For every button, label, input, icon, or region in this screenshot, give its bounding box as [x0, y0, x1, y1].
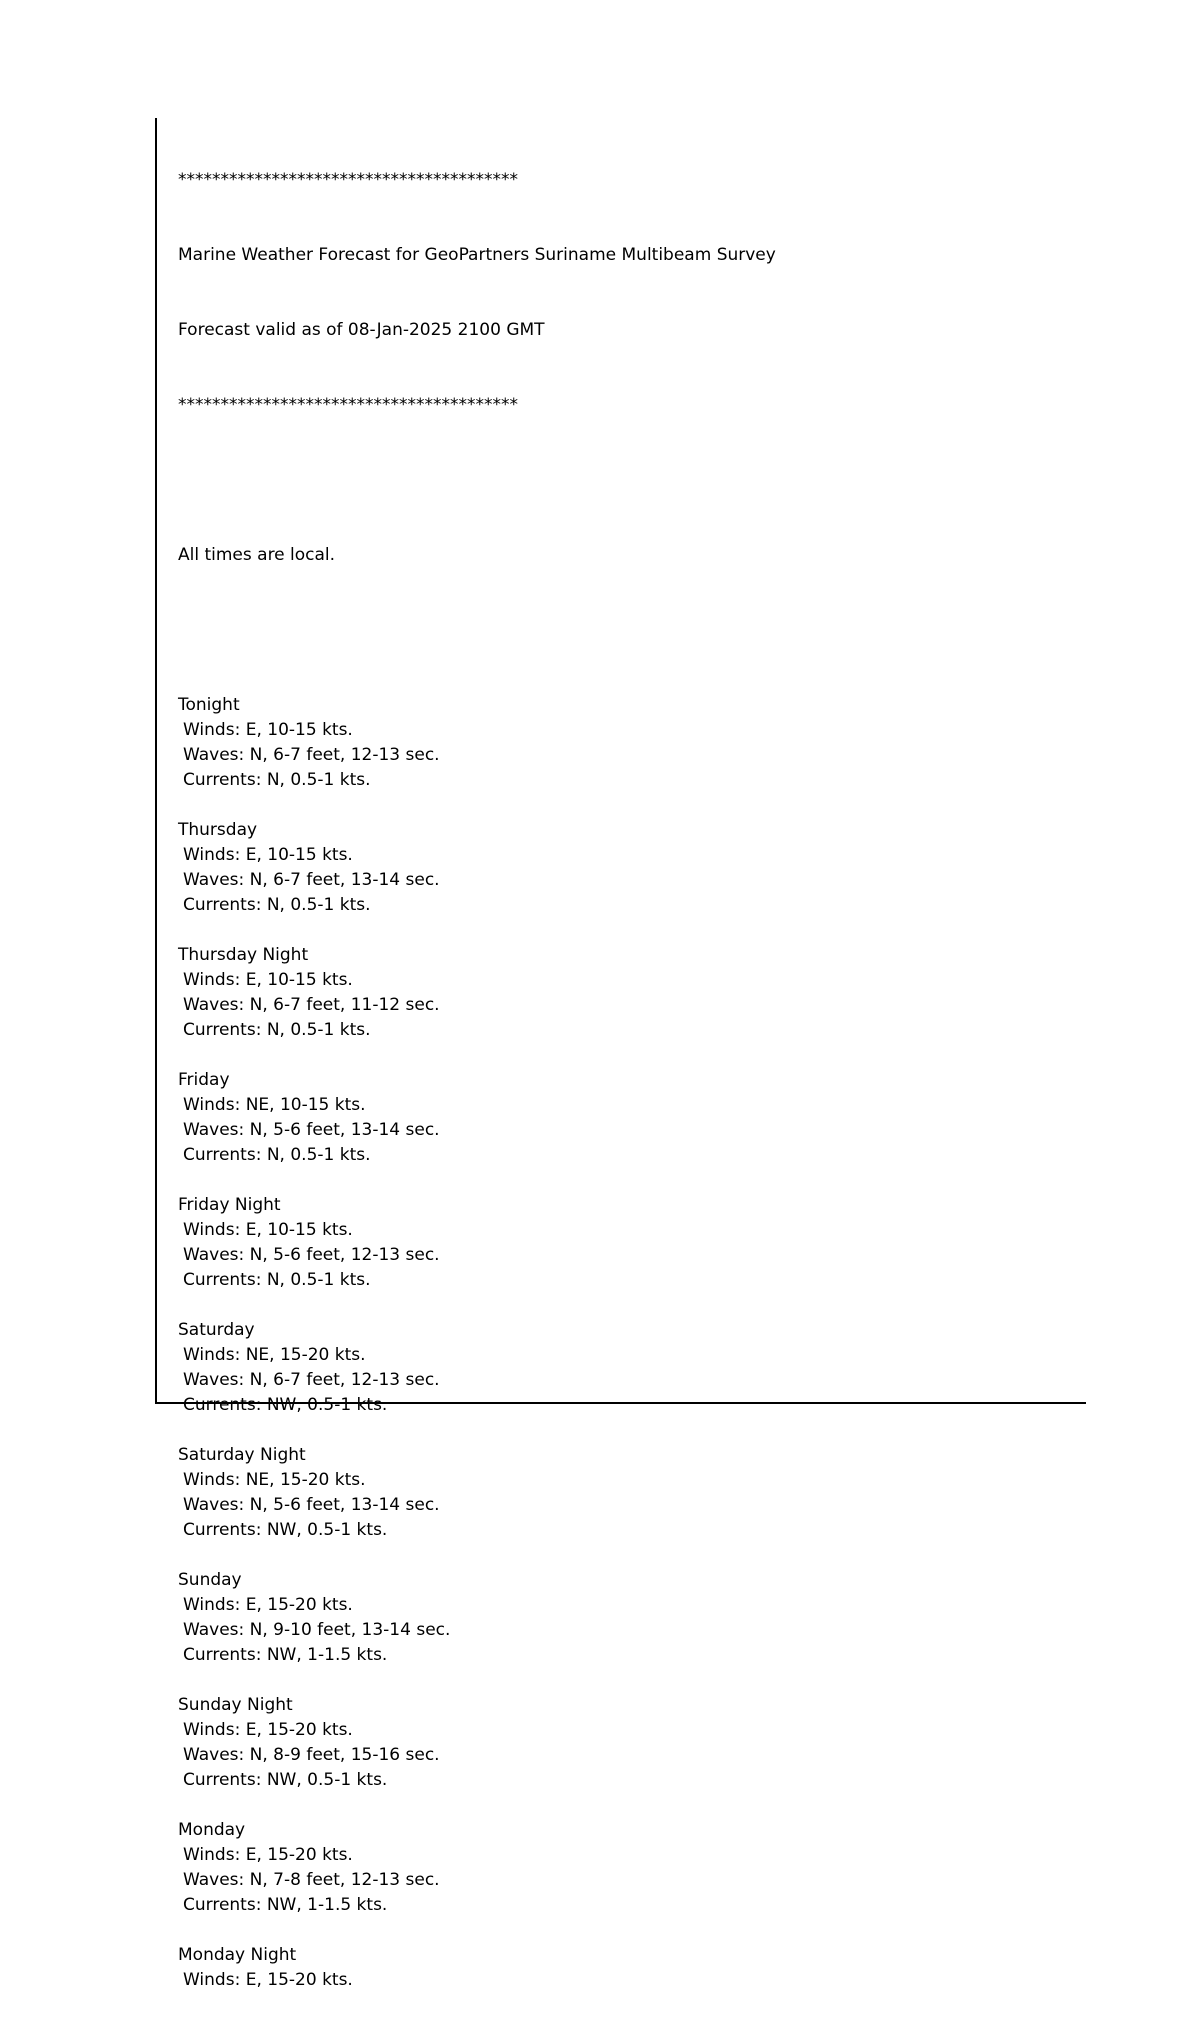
forecast-detail-line: Currents: N, 0.5-1 kts.: [183, 1020, 371, 1040]
forecast-detail-line: Waves: N, 8-9 feet, 15-16 sec.: [183, 1745, 440, 1765]
forecast-sections: [178, 693, 776, 1993]
forecast-detail-line: Waves: N, 7-8 feet, 12-13 sec.: [183, 1870, 440, 1890]
forecast-section: [178, 943, 776, 1068]
forecast-detail-line: Waves: N, 6-7 feet, 12-13 sec.: [183, 745, 440, 765]
forecast-period: Thursday: [178, 820, 258, 840]
forecast-section: [178, 1443, 776, 1568]
forecast-detail-line: Winds: E, 10-15 kts.: [183, 845, 353, 865]
forecast-detail-line: Winds: E, 10-15 kts.: [183, 1220, 353, 1240]
forecast-detail-line: Currents: NW, 0.5-1 kts.: [183, 1770, 388, 1790]
forecast-section: [178, 1818, 776, 1943]
forecast-detail-line: Winds: NE, 10-15 kts.: [183, 1095, 366, 1115]
forecast-detail-line: Waves: N, 5-6 feet, 12-13 sec.: [183, 1245, 440, 1265]
forecast-detail-line: Winds: E, 15-20 kts.: [183, 1595, 353, 1615]
forecast-period: Monday: [178, 1820, 246, 1840]
forecast-detail-line: Currents: NW, 1-1.5 kts.: [183, 1645, 388, 1665]
forecast-period: Sunday Night: [178, 1695, 293, 1715]
forecast-detail-line: Currents: NW, 0.5-1 kts.: [183, 1395, 388, 1415]
forecast-section: [178, 693, 776, 818]
forecast-detail-line: Currents: N, 0.5-1 kts.: [183, 895, 371, 915]
divider-top: ****************************************: [178, 170, 518, 190]
forecast-period: Tonight: [178, 695, 240, 715]
forecast-period: Sunday: [178, 1570, 242, 1590]
forecast-detail-line: Waves: N, 6-7 feet, 11-12 sec.: [183, 995, 440, 1015]
document-title: Marine Weather Forecast for GeoPartners Suriname Multibeam Survey: [178, 245, 776, 265]
forecast-section: [178, 1193, 776, 1318]
forecast-section: [178, 818, 776, 943]
forecast-period: Saturday Night: [178, 1445, 306, 1465]
forecast-period: Friday: [178, 1070, 230, 1090]
forecast-section: [178, 1568, 776, 1693]
forecast-section: [178, 1318, 776, 1443]
times-note: All times are local.: [178, 545, 336, 565]
forecast-detail-line: Winds: NE, 15-20 kts.: [183, 1345, 366, 1365]
forecast-period: Monday Night: [178, 1945, 297, 1965]
divider-bottom: ****************************************: [178, 395, 518, 415]
forecast-detail-line: Currents: N, 0.5-1 kts.: [183, 1270, 371, 1290]
forecast-detail-line: Winds: E, 10-15 kts.: [183, 970, 353, 990]
forecast-text-body: [178, 118, 776, 2018]
forecast-section: [178, 1693, 776, 1818]
forecast-detail-line: Waves: N, 5-6 feet, 13-14 sec.: [183, 1495, 440, 1515]
forecast-valid-line: Forecast valid as of 08-Jan-2025 2100 GMT: [178, 320, 545, 340]
forecast-detail-line: Currents: N, 0.5-1 kts.: [183, 770, 371, 790]
forecast-detail-line: Currents: NW, 0.5-1 kts.: [183, 1520, 388, 1540]
forecast-detail-line: Winds: E, 15-20 kts.: [183, 1970, 353, 1990]
forecast-detail-line: Waves: N, 6-7 feet, 12-13 sec.: [183, 1370, 440, 1390]
forecast-detail-line: Currents: NW, 1-1.5 kts.: [183, 1895, 388, 1915]
forecast-detail-line: Waves: N, 9-10 feet, 13-14 sec.: [183, 1620, 451, 1640]
forecast-detail-line: Waves: N, 5-6 feet, 13-14 sec.: [183, 1120, 440, 1140]
forecast-section: [178, 1068, 776, 1193]
forecast-section: [178, 1943, 776, 1993]
forecast-detail-line: Waves: N, 6-7 feet, 13-14 sec.: [183, 870, 440, 890]
forecast-period: Thursday Night: [178, 945, 309, 965]
forecast-detail-line: Winds: NE, 15-20 kts.: [183, 1470, 366, 1490]
forecast-detail-line: Currents: N, 0.5-1 kts.: [183, 1145, 371, 1165]
forecast-detail-line: Winds: E, 15-20 kts.: [183, 1845, 353, 1865]
forecast-period: Friday Night: [178, 1195, 281, 1215]
forecast-period: Saturday: [178, 1320, 255, 1340]
forecast-detail-line: Winds: E, 15-20 kts.: [183, 1720, 353, 1740]
quote-border-left: [155, 118, 157, 1404]
forecast-detail-line: Winds: E, 10-15 kts.: [183, 720, 353, 740]
